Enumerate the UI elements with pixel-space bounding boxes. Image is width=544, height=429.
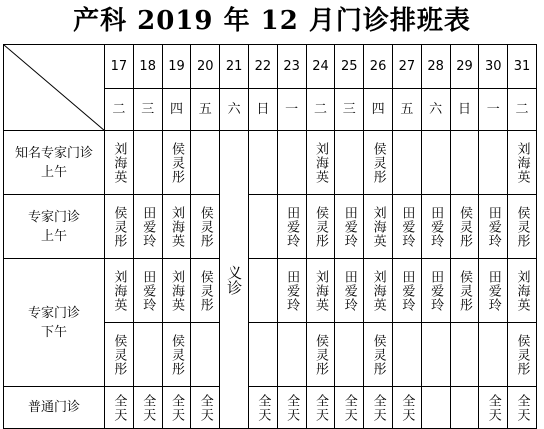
schedule-cell [306, 259, 335, 323]
schedule-cell [479, 259, 508, 323]
schedule-cell [105, 323, 134, 387]
schedule-cell [421, 195, 450, 259]
schedule-cell [364, 323, 393, 387]
holiday-text: 义诊 [225, 264, 244, 295]
cell-text: 刘海英 [111, 269, 127, 312]
schedule-cell [421, 259, 450, 323]
schedule-cell [479, 323, 508, 387]
schedule-cell [277, 131, 306, 195]
schedule-cell [133, 387, 162, 429]
schedule-cell [162, 131, 191, 195]
schedule-cell [191, 195, 220, 259]
date-cell: 20 [191, 45, 220, 89]
weekday-cell: 一 [479, 89, 508, 131]
schedule-cell [364, 195, 393, 259]
cell-text: 侯灵彤 [312, 205, 328, 248]
schedule-cell [450, 195, 479, 259]
cell-text: 刘海英 [514, 269, 530, 312]
cell-text: 刘海英 [168, 269, 184, 312]
schedule-cell [248, 387, 277, 429]
weekday-cell: 一 [277, 89, 306, 131]
row-header [4, 131, 105, 195]
row-label: 知名专家门诊 [14, 145, 93, 161]
row-header [4, 259, 105, 387]
schedule-cell [162, 323, 191, 387]
schedule-cell [248, 323, 277, 387]
cell-text: 田爱玲 [399, 269, 415, 312]
schedule-cell [162, 259, 191, 323]
schedule-cell [277, 323, 306, 387]
schedule-cell [335, 259, 364, 323]
schedule-cell [105, 259, 134, 323]
cell-text: 全天 [111, 393, 127, 422]
cell-text: 田爱玲 [140, 205, 156, 248]
date-cell: 31 [508, 45, 537, 89]
weekday-cell: 二 [508, 89, 537, 131]
cell-text: 侯灵彤 [370, 141, 386, 184]
cell-text: 田爱玲 [485, 269, 501, 312]
schedule-cell [450, 259, 479, 323]
cell-text: 全天 [197, 393, 213, 422]
date-cell: 26 [364, 45, 393, 89]
date-cell: 17 [105, 45, 134, 89]
row-label: 专家门诊 [27, 305, 80, 321]
schedule-cell [479, 131, 508, 195]
schedule-cell [306, 387, 335, 429]
date-cell: 27 [392, 45, 421, 89]
weekday-cell: 六 [421, 89, 450, 131]
date-cell: 23 [277, 45, 306, 89]
weekday-cell: 三 [335, 89, 364, 131]
cell-text: 全天 [341, 393, 357, 422]
cell-text: 侯灵彤 [312, 333, 328, 376]
cell-text: 田爱玲 [399, 205, 415, 248]
cell-text: 侯灵彤 [168, 333, 184, 376]
schedule-cell [248, 259, 277, 323]
cell-text: 全天 [140, 393, 156, 422]
cell-text: 全天 [284, 393, 300, 422]
corner-header [4, 45, 105, 131]
schedule-cell [508, 259, 537, 323]
schedule-cell [508, 323, 537, 387]
cell-text: 全天 [255, 393, 271, 422]
cell-text: 田爱玲 [140, 269, 156, 312]
schedule-cell [364, 259, 393, 323]
schedule-cell [191, 387, 220, 429]
weekday-cell: 五 [191, 89, 220, 131]
row-label: 专家门诊 [27, 209, 80, 225]
row-header [4, 195, 105, 259]
schedule-cell [450, 387, 479, 429]
schedule-cell [162, 387, 191, 429]
weekday-cell: 六 [220, 89, 249, 131]
date-cell: 21 [220, 45, 249, 89]
schedule-cell [421, 323, 450, 387]
schedule-cell [248, 195, 277, 259]
schedule-cell [277, 387, 306, 429]
schedule-cell [105, 195, 134, 259]
schedule-cell [450, 323, 479, 387]
cell-text: 刘海英 [370, 205, 386, 248]
cell-text: 侯灵彤 [197, 269, 213, 312]
cell-text: 全天 [312, 393, 328, 422]
schedule-cell [306, 195, 335, 259]
cell-text: 全天 [370, 393, 386, 422]
schedule-cell [191, 259, 220, 323]
schedule-cell [392, 195, 421, 259]
holiday-cell [220, 131, 249, 429]
row-sublabel: 上午 [40, 228, 67, 244]
cell-text: 侯灵彤 [370, 333, 386, 376]
schedule-table [3, 44, 537, 429]
schedule-cell [364, 131, 393, 195]
date-cell: 28 [421, 45, 450, 89]
schedule-cell [508, 195, 537, 259]
date-cell: 19 [162, 45, 191, 89]
schedule-cell [335, 387, 364, 429]
weekday-cell: 五 [392, 89, 421, 131]
schedule-cell [248, 131, 277, 195]
schedule-cell [508, 131, 537, 195]
row-sublabel: 上午 [40, 164, 67, 180]
schedule-cell [335, 131, 364, 195]
page-title: 产科 2019 年 12 月门诊排班表 [73, 6, 471, 36]
cell-text: 田爱玲 [428, 269, 444, 312]
date-cell: 22 [248, 45, 277, 89]
schedule-cell [392, 387, 421, 429]
cell-text: 侯灵彤 [168, 141, 184, 184]
cell-text: 侯灵彤 [456, 205, 472, 248]
cell-text: 侯灵彤 [514, 205, 530, 248]
row-label: 普通门诊 [27, 400, 80, 415]
schedule-cell [105, 131, 134, 195]
weekday-cell: 日 [450, 89, 479, 131]
cell-text: 刘海英 [168, 205, 184, 248]
row-header [4, 387, 105, 429]
cell-text: 侯灵彤 [514, 333, 530, 376]
cell-text: 全天 [514, 393, 530, 422]
weekday-cell: 二 [105, 89, 134, 131]
cell-text: 侯灵彤 [111, 205, 127, 248]
cell-text: 刘海英 [111, 141, 127, 184]
schedule-cell [364, 387, 393, 429]
schedule-cell [191, 131, 220, 195]
date-cell: 18 [133, 45, 162, 89]
schedule-cell [392, 323, 421, 387]
weekday-cell: 四 [364, 89, 393, 131]
cell-text: 田爱玲 [284, 205, 300, 248]
cell-text: 侯灵彤 [111, 333, 127, 376]
schedule-cell [392, 259, 421, 323]
cell-text: 田爱玲 [428, 205, 444, 248]
schedule-cell [421, 131, 450, 195]
cell-text: 刘海英 [312, 269, 328, 312]
cell-text: 全天 [168, 393, 184, 422]
weekday-cell: 日 [248, 89, 277, 131]
schedule-cell [191, 323, 220, 387]
date-cell: 25 [335, 45, 364, 89]
weekday-cell: 四 [162, 89, 191, 131]
cell-text: 侯灵彤 [456, 269, 472, 312]
schedule-cell [335, 195, 364, 259]
schedule-cell [277, 195, 306, 259]
cell-text: 刘海英 [514, 141, 530, 184]
schedule-cell [133, 195, 162, 259]
cell-text: 全天 [485, 393, 501, 422]
cell-text: 田爱玲 [341, 205, 357, 248]
cell-text: 田爱玲 [485, 205, 501, 248]
cell-text: 刘海英 [312, 141, 328, 184]
schedule-cell [277, 259, 306, 323]
schedule-cell [508, 387, 537, 429]
schedule-cell [105, 387, 134, 429]
schedule-cell [162, 195, 191, 259]
weekday-cell: 三 [133, 89, 162, 131]
cell-text: 田爱玲 [341, 269, 357, 312]
cell-text: 全天 [399, 393, 415, 422]
row-sublabel: 下午 [40, 324, 67, 340]
schedule-cell [306, 323, 335, 387]
schedule-cell [133, 131, 162, 195]
schedule-cell [479, 195, 508, 259]
cell-text: 田爱玲 [284, 269, 300, 312]
date-cell: 30 [479, 45, 508, 89]
cell-text: 刘海英 [370, 269, 386, 312]
cell-text: 侯灵彤 [197, 205, 213, 248]
schedule-cell [479, 387, 508, 429]
schedule-cell [306, 131, 335, 195]
date-cell: 29 [450, 45, 479, 89]
schedule-cell [133, 323, 162, 387]
schedule-cell [392, 131, 421, 195]
schedule-cell [421, 387, 450, 429]
date-cell: 24 [306, 45, 335, 89]
schedule-cell [335, 323, 364, 387]
schedule-cell [133, 259, 162, 323]
schedule-cell [450, 131, 479, 195]
weekday-cell: 二 [306, 89, 335, 131]
